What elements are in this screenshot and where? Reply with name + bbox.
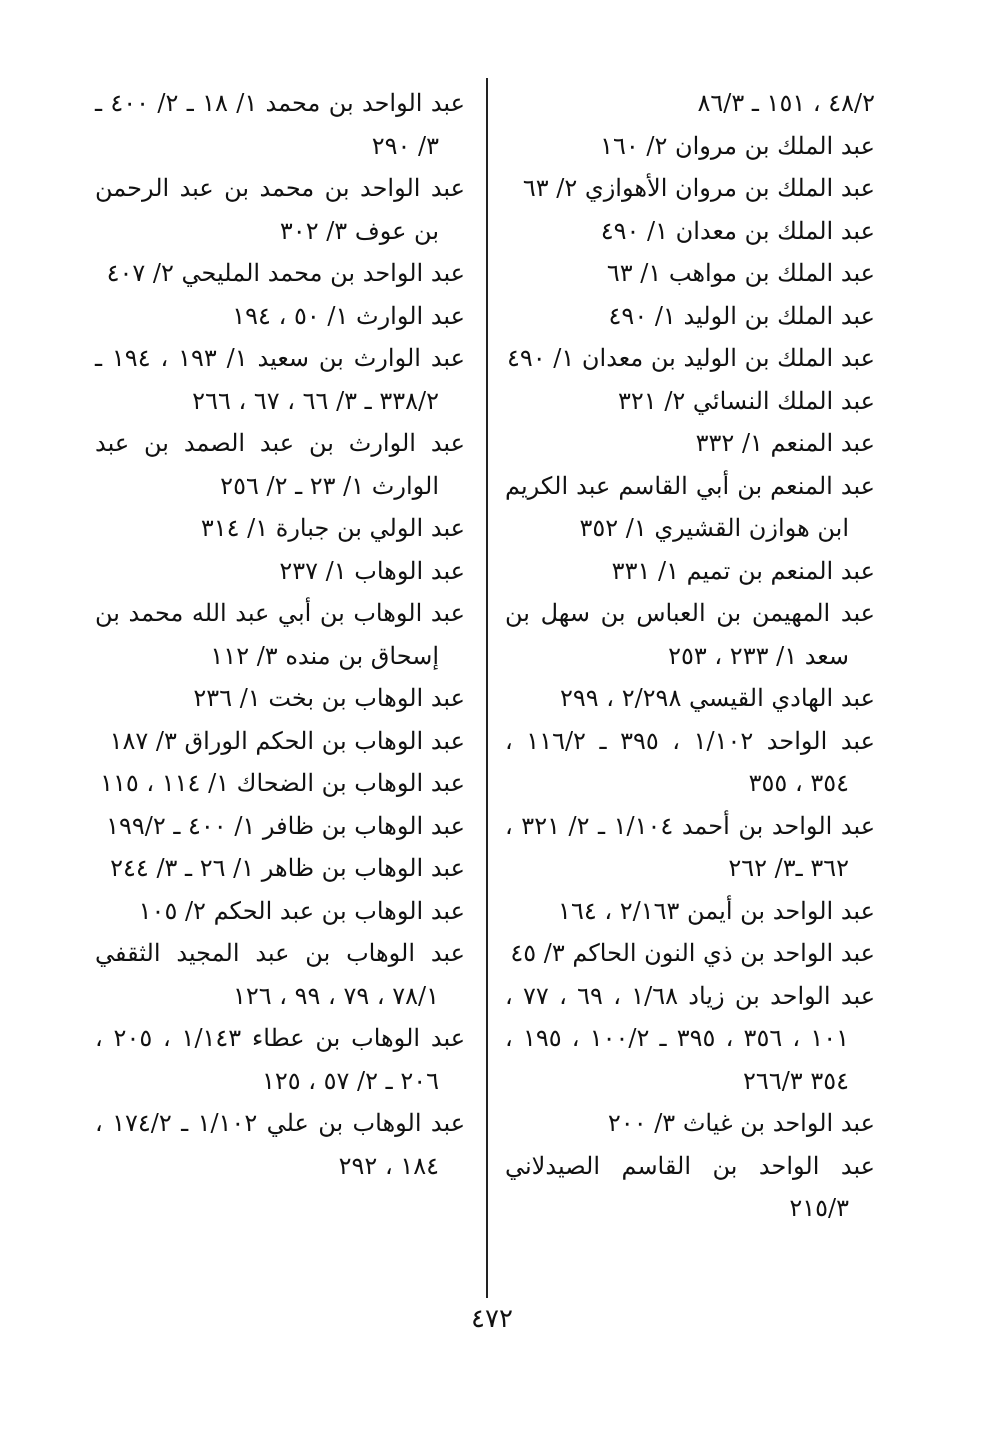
index-entry: عبد الواحد بن زياد ١/٦٨ ، ٦٩ ، ٧٧ ، ١٠١ ، ٣٥٦ ، ٣٩٥ ـ ١٠٠/٢ ، ١٩٥ ، ٣٥٤ ٢٦٦/٣ xyxy=(505,981,876,1095)
index-entry: عبد الوهاب بن ظاهر ١/ ٢٦ ـ ٣/ ٢٤٤ xyxy=(110,854,465,882)
index-entry: عبد الوارث بن سعيد ١/ ١٩٣ ، ١٩٤ ـ ٣٣٨/٢ ـ ٣/ ٦٦ ، ٦٧ ، ٢٦٦ xyxy=(95,344,465,415)
index-entry: عبد الملك بن معدان ١/ ٤٩٠ xyxy=(600,216,875,245)
index-entry: عبد الواحد ١/١٠٢ ، ٣٩٥ ـ ١١٦/٢ ، ٣٥٤ ، ٣٥٥ xyxy=(505,726,875,797)
index-entry: عبد الواحد بن ذي النون الحاكم ٣/ ٤٥ xyxy=(510,939,875,967)
index-entry: عبد الوهاب بن أبي عبد الله محمد بن إسحاق بن منده ٣/ ١١٢ xyxy=(95,599,465,670)
index-entry: عبد الوهاب بن عطاء ١/١٤٣ ، ٢٠٥ ، ٢٠٦ ـ ٢/ ٥٧ ، ١٢٥ xyxy=(95,1024,466,1095)
left-entry-list xyxy=(95,82,465,1187)
index-entry: عبد الواحد بن محمد بن عبد الرحمن بن عوف ٣/ ٣٠٢ xyxy=(95,174,465,245)
column-divider xyxy=(486,78,488,1298)
index-entry: عبد الملك بن مروان الأهوازي ٢/ ٦٣ xyxy=(522,174,875,202)
index-entry: عبد الوهاب بن عبد المجيد الثقفي ٧٨/١ ، ٧٩ ، ٩٩ ، ١٢٦ xyxy=(95,939,465,1010)
index-entry: عبد الواحد بن غياث ٣/ ٢٠٠ xyxy=(607,1109,875,1137)
index-entry: ٤٨/٢ ، ١٥١ ـ ٨٦/٣ xyxy=(697,89,875,117)
index-entry: عبد الولي بن جبارة ١/ ٣١٤ xyxy=(200,514,465,542)
index-entry: عبد الملك بن الوليد بن معدان ١/ ٤٩٠ xyxy=(507,344,875,372)
index-entry: عبد المنعم ١/ ٣٣٢ xyxy=(695,429,875,457)
index-entry: عبد الوهاب بن عبد الحكم ٢/ ١٠٥ xyxy=(138,896,465,925)
index-entry: عبد الملك بن مواهب ١/ ٦٣ xyxy=(606,259,875,287)
index-entry: عبد الواحد بن أحمد ١/١٠٤ ـ ٢/ ٣٢١ ، ٣٦٢ ـ٣/ ٢٦٢ xyxy=(505,811,876,882)
index-entry: عبد الوهاب بن الضحاك ١/ ١١٤ ، ١١٥ xyxy=(100,769,465,797)
index-entry: عبد الهادي القيسي ٢/٢٩٨ ، ٢٩٩ xyxy=(560,684,875,712)
index-entry: عبد الواحد بن القاسم الصيدلاني ٢١٥/٣ xyxy=(505,1151,875,1222)
index-entry: عبد الملك النسائي ٢/ ٣٢١ xyxy=(618,386,875,415)
page-number: ٤٧٢ xyxy=(471,1304,513,1334)
index-entry: عبد الواحد بن أيمن ٢/١٦٣ ، ١٦٤ xyxy=(558,896,875,925)
index-entry: عبد الوهاب بن الحكم الوراق ٣/ ١٨٧ xyxy=(109,726,465,755)
index-entry: عبد المنعم بن تميم ١/ ٣٣١ xyxy=(611,556,875,585)
index-entry: عبد الوهاب ١/ ٢٣٧ xyxy=(279,556,465,585)
index-entry: عبد المنعم بن أبي القاسم عبد الكريم ابن هوازن القشيري ١/ ٣٥٢ xyxy=(505,471,875,542)
index-entry: عبد الوهاب بن ظافر ١/ ٤٠٠ ـ ١٩٩/٢ xyxy=(106,811,465,840)
index-entry: عبد الملك بن الوليد ١/ ٤٩٠ xyxy=(608,301,875,330)
right-entry-list xyxy=(505,82,875,1230)
index-entry: عبد الوهاب بن علي ١/١٠٢ ـ ١٧٤/٢ ، ١٨٤ ، ٢٩٢ xyxy=(95,1109,466,1180)
right-column xyxy=(505,82,875,1230)
index-entry: عبد الملك بن مروان ٢/ ١٦٠ xyxy=(600,131,875,160)
left-column xyxy=(95,82,465,1187)
index-entry: عبد الوارث ١/ ٥٠ ، ١٩٤ xyxy=(232,301,465,330)
index-entry: عبد الواحد بن محمد ١/ ١٨ ـ ٢/ ٤٠٠ ـ ٣/ ٢٩٠ xyxy=(95,89,465,160)
index-entry: عبد الوارث بن عبد الصمد بن عبد الوارث ١/ ٢٣ ـ ٢/ ٢٥٦ xyxy=(95,429,465,500)
index-entry: عبد المهيمن بن العباس بن سهل بن سعد ١/ ٢٣٣ ، ٢٥٣ xyxy=(505,599,875,670)
index-entry: عبد الوهاب بن بخت ١/ ٢٣٦ xyxy=(193,684,465,712)
index-entry: عبد الواحد بن محمد المليحي ٢/ ٤٠٧ xyxy=(106,259,465,287)
